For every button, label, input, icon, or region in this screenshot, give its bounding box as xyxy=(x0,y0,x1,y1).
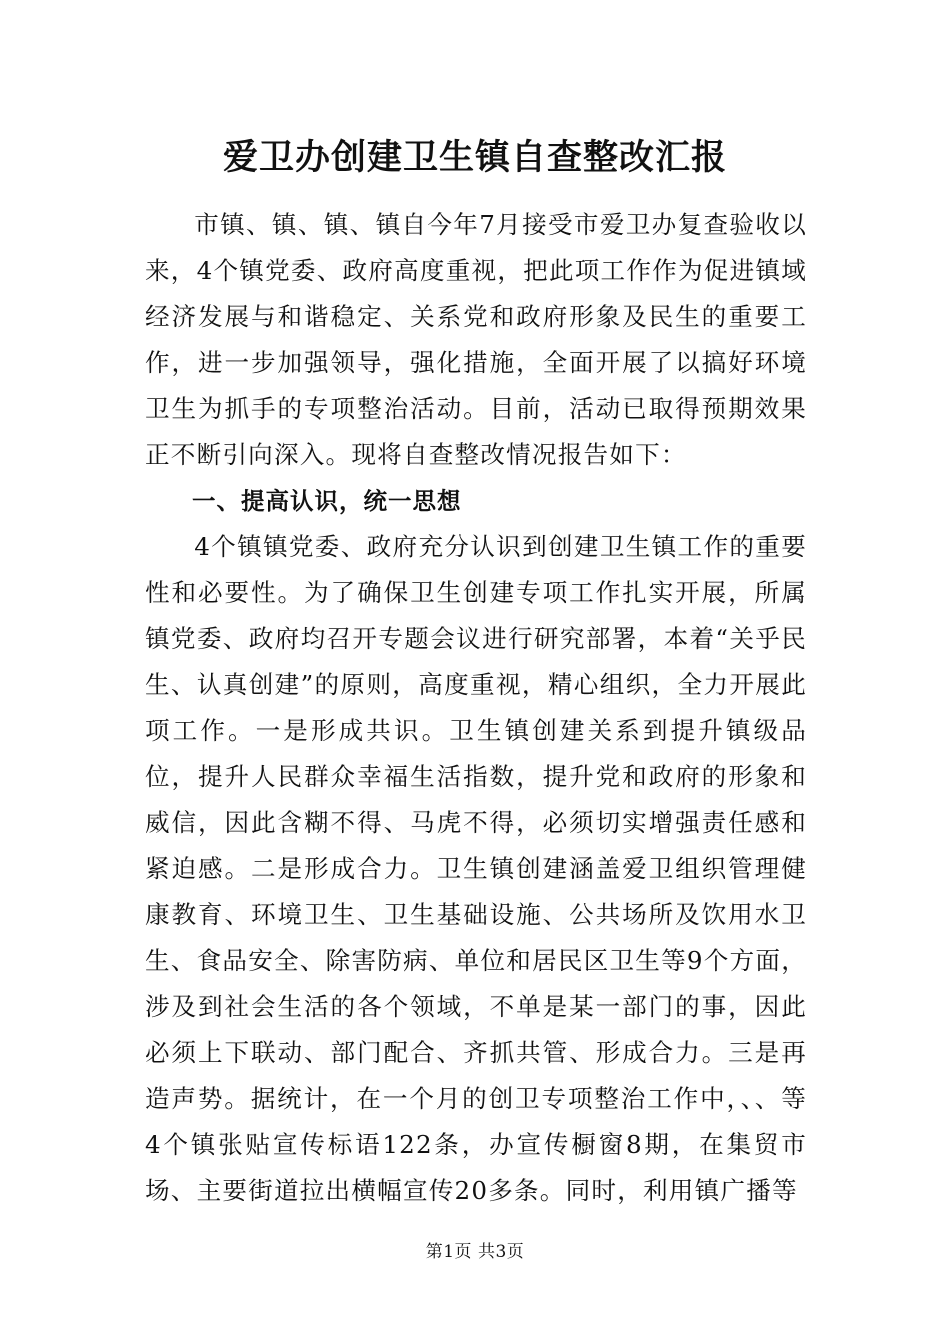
section-1-paragraph: 4个镇镇党委、政府充分认识到创建卫生镇工作的重要性和必要性。为了确保卫生创建专项工作扎实开展，所属镇党委、政府均召开专题会议进行研究部署，本着“关乎民生、认真创建”的原则，高度重视，精心组织，全力开展此项工作。一是形成共识。卫生镇创建关系到提升镇级品位，提升人民群众幸福生活指数，提升党和政府的形象和威信，因此含糊不得、马虎不得，必须切实增强责任感和紧迫感。二是形成合力。卫生镇创建涵盖爱卫组织管理健康教育、环境卫生、卫生基础设施、公共场所及饮用水卫生、食品安全、除害防病、单位和居民区卫生等9个方面，涉及到社会生活的各个领域，不单是某一部门的事，因此必须上下联动、部门配合、齐抓共管、形成合力。三是再造声势。据统计，在一个月的创卫专项整治工作中，、、等4个镇张贴宣传标语122条，办宣传橱窗8期，在集贸市场、主要街道拉出横幅宣传20多条。同时，利用镇广播等 xyxy=(145,532,807,1205)
intro-paragraph: 市镇、镇、镇、镇自今年7月接受市爱卫办复查验收以来，4个镇党委、政府高度重视，把此项工作作为促进镇域经济发展与和谐稳定、关系党和政府形象及民生的重要工作，进一步加强领导，强化措施，全面开展了以搞好环境卫生为抓手的专项整治活动。目前，活动已取得预期效果正不断引向深入。现将自查整改情况报告如下： xyxy=(145,210,807,469)
section-heading-1: 一、提高认识，统一思想 xyxy=(192,487,462,515)
document-title: 爱卫办创建卫生镇自查整改汇报 xyxy=(222,137,727,178)
page-number-footer: 第1页 共3页 xyxy=(425,1242,525,1262)
document-body xyxy=(145,202,807,1214)
